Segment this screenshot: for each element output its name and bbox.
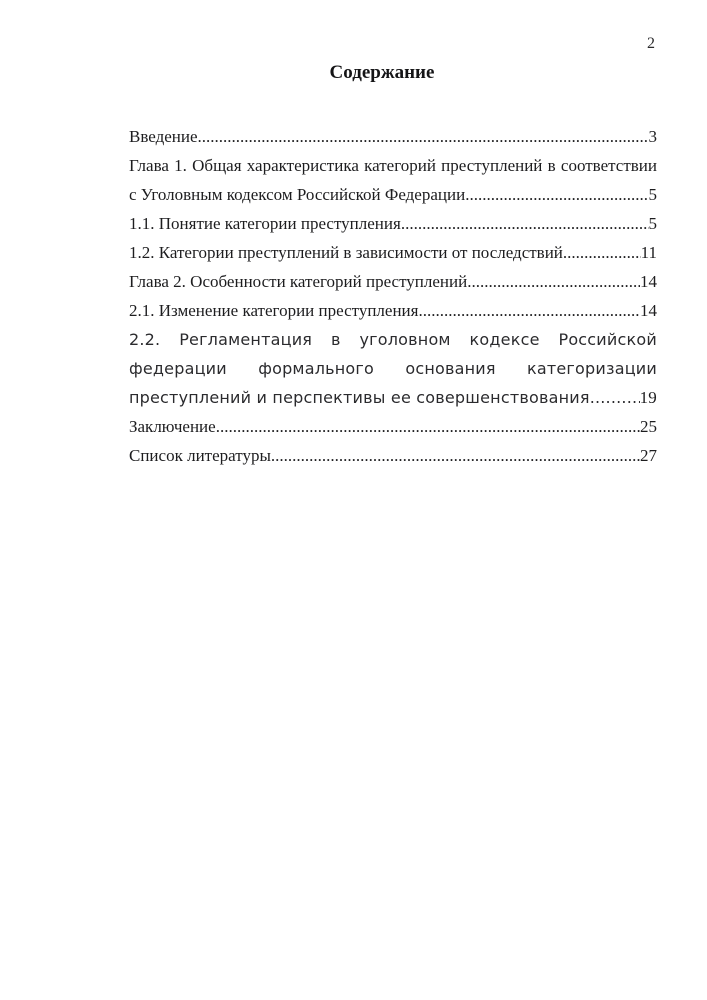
toc-entry-word: Регламентация — [179, 330, 313, 349]
toc-entry-word: Глава — [129, 156, 169, 175]
dot-leader — [563, 238, 641, 267]
page-title: Содержание — [329, 62, 435, 83]
toc-page-number: 14 — [640, 272, 657, 291]
toc-entry-line — [129, 412, 657, 441]
toc-entry-line — [129, 296, 657, 325]
toc-page-number: 25 — [640, 417, 657, 436]
toc-entry-line — [129, 267, 657, 296]
toc-entry-text: с Уголовным кодексом Российской Федерации — [129, 185, 466, 204]
toc-entry-word: в — [547, 156, 556, 175]
dot-leader — [216, 412, 640, 441]
toc-page-number: 3 — [648, 127, 657, 146]
toc-entry-word: уголовном — [359, 330, 451, 349]
toc-entry-text: преступлений и перспективы ее совершенствования — [129, 388, 590, 407]
page-number: 2 — [647, 35, 655, 52]
dot-leader — [467, 267, 640, 296]
toc-entry-word: соответствии — [560, 156, 657, 175]
toc-entry-text: 1.2. Категории преступлений в зависимости от последствий — [129, 243, 563, 262]
dot-leader — [271, 441, 640, 470]
toc-entry-word: 1. — [174, 156, 187, 175]
toc-entry-word: федерации — [129, 359, 227, 378]
toc-entry-text: 1.1. Понятие категории преступления — [129, 214, 401, 233]
toc-entry-word: Российской — [558, 330, 657, 349]
toc-entry-word: характеристика — [246, 156, 359, 175]
toc-entry-text: Список литературы — [129, 446, 271, 465]
toc-page-number: 5 — [648, 185, 657, 204]
dot-leader — [590, 383, 640, 412]
toc-entry-line — [129, 325, 657, 354]
toc-entry-word: в — [330, 330, 341, 349]
toc-entry-word: основания — [405, 359, 496, 378]
dot-leader — [418, 296, 640, 325]
toc-entry-word: категоризации — [527, 359, 657, 378]
toc-entry-line — [129, 441, 657, 470]
toc-entry-line — [129, 383, 657, 412]
toc-page-number: 14 — [640, 301, 657, 320]
dot-leader — [401, 209, 649, 238]
toc-entry-line — [129, 122, 657, 151]
dot-leader — [465, 180, 648, 209]
toc-entry-line — [129, 238, 657, 267]
toc-entry-word: формального — [258, 359, 375, 378]
dot-leader — [198, 122, 649, 151]
toc-entry-word: 2.2. — [129, 330, 161, 349]
toc-entry-line — [129, 180, 657, 209]
toc-page-number: 11 — [640, 243, 657, 262]
toc-entry-word: кодексе — [469, 330, 540, 349]
toc-entry-text: Заключение — [129, 417, 216, 436]
toc-entry-line — [129, 209, 657, 238]
toc-entry-text: Введение — [129, 127, 198, 146]
toc-entry-word: преступлений — [441, 156, 543, 175]
toc-entry-line — [129, 354, 657, 383]
toc-page-number: 27 — [640, 446, 657, 465]
toc-page-number: 5 — [648, 214, 657, 233]
toc-entry-line — [129, 151, 657, 180]
toc-entry-text: Глава 2. Особенности категорий преступлений — [129, 272, 468, 291]
toc-entry-word: Общая — [192, 156, 242, 175]
toc-entry-text: 2.1. Изменение категории преступления — [129, 301, 419, 320]
toc-page-number: 19 — [639, 388, 657, 407]
toc-entry-word: категорий — [364, 156, 436, 175]
table-of-contents — [129, 122, 657, 470]
